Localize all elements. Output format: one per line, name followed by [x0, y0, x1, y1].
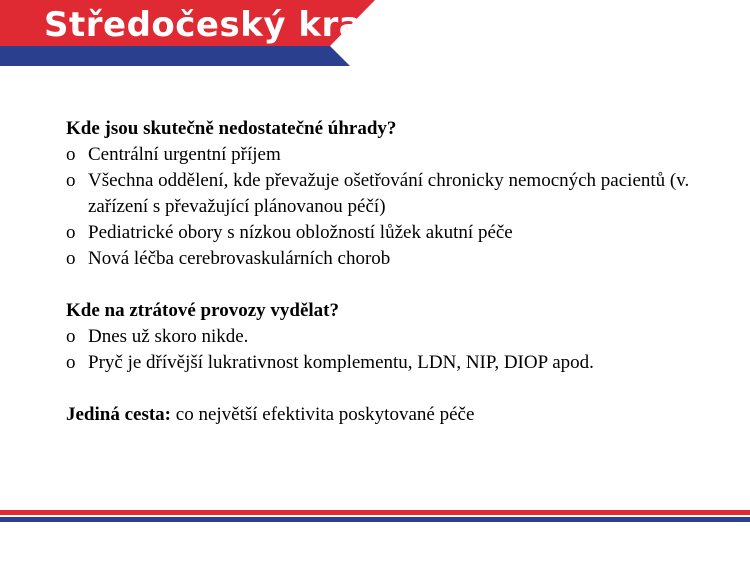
list-item-text: Nová léčba cerebrovaskulárních chorob — [88, 248, 391, 269]
conclusion-line — [66, 402, 726, 428]
list-item — [66, 142, 726, 168]
section1-list — [66, 142, 726, 272]
spacer — [66, 376, 726, 402]
bullet-marker: o — [66, 144, 76, 165]
bullet-marker: o — [66, 326, 76, 347]
bullet-marker: o — [66, 248, 76, 269]
conclusion-label: Jediná cesta: — [66, 404, 172, 425]
bullet-marker: o — [66, 222, 76, 243]
footer-stripes — [0, 510, 750, 522]
conclusion-text: co největší efektivita poskytované péče — [171, 404, 475, 425]
list-item — [66, 246, 726, 272]
list-item-text: Centrální urgentní příjem — [88, 144, 281, 165]
list-item — [66, 350, 726, 376]
list-item-text: Všechna oddělení, kde převažuje ošetřování chronicky nemocných pacientů (v. zařízení s převažující plánovanou péčí) — [88, 170, 690, 217]
footer-blue-stripe — [0, 517, 750, 522]
list-item-text: Dnes už skoro nikde. — [88, 326, 249, 347]
header-banner — [0, 0, 750, 70]
list-item-text: Pediatrické obory s nízkou obložností lůžek akutní péče — [88, 222, 513, 243]
spacer — [66, 272, 726, 298]
slide-content — [66, 116, 726, 428]
section2-heading: Kde na ztrátové provozy vydělat? — [66, 300, 339, 321]
list-item-text: Pryč je dřívější lukrativnost komplementu, LDN, NIP, DIOP apod. — [88, 352, 594, 373]
bullet-marker: o — [66, 170, 76, 191]
section1-heading: Kde jsou skutečně nedostatečné úhrady? — [66, 118, 397, 139]
region-title: Středočeský kraj — [44, 5, 375, 45]
list-item — [66, 324, 726, 350]
list-item — [66, 220, 726, 246]
section2-list — [66, 324, 726, 376]
list-item — [66, 168, 726, 220]
bullet-marker: o — [66, 352, 76, 373]
